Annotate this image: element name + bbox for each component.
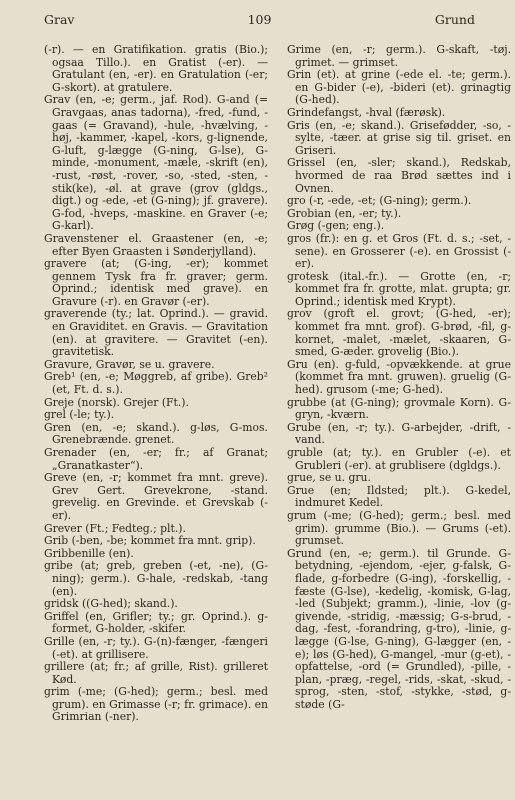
entry: grotesk (ital.-fr.). — Grotte (en, -r; kommet fra fr. grotte, mlat. grupta; gr. Oprind.; identisk med Krypt). [287, 269, 511, 308]
entry: grum (-me; (G-hed); germ.; besl. med grim). grumme (Bio.). — Grums (-et). grumset. [287, 508, 511, 548]
entry: Greve (en, -r; kommet fra mnt. greve). Grev Gert. Grevekrone, -stand. grevelig. en Grevinde. et Grevskab (-er). [44, 471, 268, 522]
entry: Grissel (en, -sler; skand.), Redskab, hvormed de raa Brød sættes ind i Ovnen. [287, 156, 511, 195]
running-header [44, 12, 475, 30]
entry: grov (groft el. grovt; (G-hed, -er); kommet fra mnt. grof). G-brød, -fil, g-kornet, -malet, -mælet, -skaaren, G-smed, G-æder. grovelig (Bio.). [287, 307, 511, 359]
entry: gruble (at; ty.). en Grubler (-e). et Grubleri (-er). at grublisere (dgldgs.). [287, 446, 511, 472]
entry: gros (fr.): en g. et Gros (Ft. d. s.; -set, -sene). en Grosserer (-e). en Grossist (-er). [287, 231, 511, 271]
entry: Griffel (en, Grifler; ty.; gr. Oprind.). g-formet, G-holder, -skifer. [44, 609, 268, 636]
entry: Gravure, Gravør, se u. gravere. [44, 357, 215, 371]
entry: Grube (en, -r; ty.). G-arbejder, -drift, -vand. [287, 420, 511, 447]
entry: Grille (en, -r; ty.). G-(n)-fænger, -fængeri (-et). at grillisere. [44, 634, 268, 661]
entry: Grin (et). at grine (-ede el. -te; germ.). en G-bider (-e), -bideri (et). grinagtig (G-hed). [287, 68, 511, 107]
page-number: 109 [247, 12, 272, 27]
entry: grel (-le; ty.). [44, 408, 115, 422]
right-column [287, 44, 511, 711]
entry: gridsk ((G-hed); skand.). [44, 597, 178, 611]
entry: Grøg (-gen; eng.). [287, 219, 385, 233]
entry: Grever (Ft.; Fedteg.; plt.). [44, 521, 186, 535]
entry: Gribbenille (en). [44, 546, 134, 560]
entry: grim (-me; (G-hed); germ.; besl. med grum). en Grimasse (-r; fr. grimace). en Grimrian (-ner). [44, 685, 268, 724]
entry: Gris (en, -e; skand.). Grisefødder, -so, -sylte, -tæer. at grise sig til. griset. en Griseri. [287, 118, 511, 157]
entry: grue, se u. gru. [287, 471, 371, 485]
entry: gravere (at; (G-ing, -er); kommet gennem Tysk fra fr. graver; germ. Oprind.; identisk med grave). en Gravure (-r). en Gravør (-er). [44, 257, 268, 308]
entry: Grobian (en, -er; ty.). [287, 206, 402, 220]
header-guide-word-left: Grav [44, 12, 75, 27]
left-column [44, 44, 268, 724]
entry: Greje (norsk). Grejer (Ft.). [44, 395, 189, 409]
entry: graverende (ty.; lat. Oprind.). — gravid. en Graviditet. en Gravis. — Gravitation (en). at gravitere. — Gravitet (-en). gravitetisk. [44, 307, 268, 359]
entry: grubbe (at (G-ning); grovmale Korn). G-gryn, -kværn. [287, 395, 511, 422]
entry: grillere (at; fr.; af grille, Rist). grilleret Kød. [44, 660, 268, 686]
entry: gro (-r, -ede, -et; (G-ning); germ.). [287, 194, 472, 208]
entry: (-r). — en Gratifikation. gratis (Bio.); ogsaa Tillo.). en Gratist (-er). — Gratulant (en, -er). en Gratulation (-er; G-skort). at gratulere. [44, 43, 268, 94]
entry: Gren (en, -e; skand.). g-løs, G-mos. Grenebrænde. grenet. [44, 420, 268, 447]
entry: Grund (en, -e; germ.). til Grunde. G-betydning, -ejendom, -ejer, g-falsk, G-flade, g-forbedre (G-ing), -forskellig, -fæste (G-lse), -kedelig, -komisk, G-lag, -led (Subjekt; gramm.), -linie, -lov (g-givende, -stridig, -mæssig; G-s-brud, -dag, -fest, -forandring, g-tro), -linie, g-lægge (G-lse, G-ning), G-lægger (en, -e); løs (G-hed), G-mangel, -mur (g-et), -opfattelse, -ord (= Grundled), -pille, -plan, -præg, -regel, -rids, -skat, -skud, -sprog, -sten, -stof, -stykke, -stød, g-støde (G- [287, 546, 511, 711]
entry: Grindefangst, -hval (færøsk). [287, 105, 446, 119]
entry: gribe (at; greb, greben (-et, -ne), (G-ning); germ.). G-hale, -redskab, -tang (en). [44, 559, 268, 598]
entry: Gru (en). g-fuld, -opvækkende. at grue (kommet fra mnt. gruwen). gruelig (G-hed). grusom (-me; G-hed). [287, 357, 511, 397]
entry: Gravenstener el. Graastener (en, -e; efter Byen Graasten i Sønderjylland). [44, 231, 268, 258]
entry: Grav (en, -e; germ., jaf. Rod). G-and (= Gravgaas, anas tadorna), -fred, -fund, -gaas (= Gravand), -hule, -hvælving, -høj, -kammer, -kapel, -kors, g-lignende, G-luft, g-lægge (G-ning, G-lse), G-minde, -monument, -mæle, -skrift (en), -rust, -røst, -rover, -so, -sted, -sten, -stik(ke), -øl. at grave (grov (gldgs., digt.) og -ede, -et (G-ning); jf. gravere). G-fod, -hveps, -maskine. en Graver (-e; G-karl). [44, 93, 268, 233]
entry: Grue (en; Ildsted; plt.). G-kedel, indmuret Kedel. [287, 483, 511, 510]
entry: Grime (en, -r; germ.). G-skaft, -tøj. grimet. — grimset. [287, 43, 511, 69]
header-guide-word-right: Grund [434, 12, 475, 27]
entry: Greb¹ (en, -e; Møggreb, af gribe). Greb² (et, Ft. d. s.). [44, 370, 268, 397]
entry: Grenader (en, -er; fr.; af Granat; „Granatkaster“). [44, 446, 268, 472]
entry: Grib (-ben, -be; kommet fra mnt. grip). [44, 534, 256, 548]
